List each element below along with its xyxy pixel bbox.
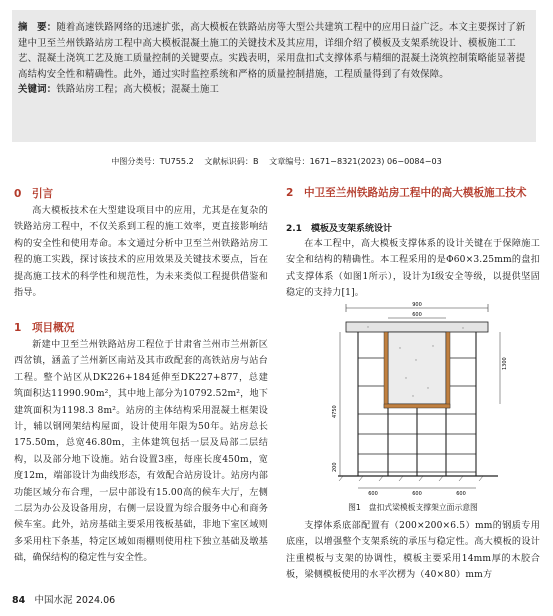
- abstract-box: [12, 10, 536, 142]
- article-meta: [0, 156, 553, 167]
- keywords: 铁路站房工程；高大模板；混凝土施工: [56, 84, 220, 96]
- floor-slab: [346, 322, 488, 332]
- document-code: 文献标识码：B: [204, 156, 259, 166]
- abstract-text: [18, 10, 530, 82]
- side-formwork-left: [384, 332, 388, 408]
- dim-bottom-2: 600: [412, 491, 422, 497]
- bottom-formwork: [384, 404, 450, 408]
- dim-top-overall: 900: [412, 302, 422, 308]
- dim-top-beam: 600: [412, 312, 422, 318]
- section-2-1-body-continued: [286, 518, 540, 584]
- abstract-label: 摘 要：: [18, 22, 57, 33]
- clc-number: 中图分类号：TU755.2: [111, 156, 194, 166]
- concrete-beam: [388, 332, 446, 404]
- section-2-1-paragraph-2: 支撑体系底部配置有（200×200×6.5）mm的钢质专用底座，以增强整个支架系统的承压与稳定性。高大模板的设计注重模板与支架的协调性，模板主要采用14mm厚的木胶合板，梁侧模板使用的水平次楞为（40×80）mm方: [286, 521, 540, 581]
- keywords-label: 关键词：: [18, 84, 57, 96]
- section-0-paragraph: 高大模板技术在大型建设项目中的应用，尤其是在复杂的铁路站房工程中，不仅关系到工程的施工效率，更直接影响结构的安全性和使用寿命。本文通过分析中卫至兰州铁路站房工程的施工实践，探讨该技术的应用效果及关键技术要点，旨在提高施工技术的科学性和规范性，为未来类似工程提供借鉴和指导。: [14, 206, 268, 299]
- dim-left-base: 200: [332, 462, 338, 472]
- page-number: 84: [12, 595, 26, 606]
- dim-right-height: 1300: [502, 357, 508, 370]
- journal-issue: 2024.06: [75, 595, 116, 606]
- section-1-heading: 1 项目概况: [14, 322, 75, 334]
- figure-1-caption: 图1 盘扣式梁模板支撑架立面示意图: [348, 503, 478, 512]
- side-formwork-right: [446, 332, 450, 408]
- section-1-paragraph: 新建中卫至兰州铁路站房工程位于甘肃省兰州市兰州新区西岔镇，涵盖了兰州新区南站及其市政配套的高铁站房与站台工程。整个站区从DK226+184延伸至DK227+877，总建筑面积达11990.90m²，其中地上部分为10792.52m²，地下建筑面积为1198.3 8m²。站房的主体结构采用混凝土框架设计，辅以钢网架结构屋面，设计使用年限为50年。站房总长175.50m，总宽46.80m，主体建筑包括一层及局部二层结构，以及部分地下设施。站台设置3座，每座长度450m，宽度12m，端部设计为曲线形态，有效配合站房设计。站房内部功能区域分布合理，一层中部设有15.00高的候车大厅，左侧二层为办公及设备用房，右侧一层设置为综合服务中心和商务候车室。此外，站房基础主要采用筏板基础，非地下室区域则多采用柱下条基，特定区域如雨棚则使用柱下独立基础及墩基础，确保结构的稳定性与安全性。: [14, 340, 268, 564]
- dim-bottom-1: 600: [368, 491, 378, 497]
- page-footer: [12, 592, 115, 606]
- keywords-line: [18, 82, 530, 98]
- journal-name: 中国水泥: [34, 595, 73, 606]
- abstract-body: 随着高速铁路网络的迅速扩张，高大模板在铁路站房等大型公共建筑工程中的应用日益广泛。本文主要探讨了新建中卫至兰州铁路站房工程中高大模板混凝土施工的关键技术及其应用，详细介绍了模板及支架系统设计、模板施工工艺、混凝土浇筑工艺及施工质量控制的关键要点。实践表明，采用盘扣式支撑体系与精细的混凝土浇筑控制策略能显著提高结构安全性和精确性。此外，通过实时监控系统和严格的质量控制措施，工程质量得到了有效保障。: [18, 22, 526, 80]
- section-1-body: [14, 337, 268, 567]
- section-0-heading: 0 引言: [14, 188, 54, 200]
- article-number: 文章编号：1671−8321(2023) 06−0084−03: [269, 156, 442, 166]
- figure-1-diagram: [288, 298, 540, 498]
- section-2-heading: 2 中卫至兰州铁路站房工程中的高大模板施工技术: [286, 187, 527, 199]
- section-2-1-body: [286, 236, 540, 302]
- dim-left-height: 4750: [332, 405, 338, 418]
- section-2-1-paragraph-1: 在本工程中，高大模板支撑体系的设计关键在于保障施工安全和结构的精确性。本工程采用的是Φ60×3.25mm的盘扣式支撑体系（如图1所示），设计为Ⅰ级安全等级，以提供坚固稳定的支持力[1]。: [286, 239, 540, 299]
- dim-bottom-3: 600: [456, 491, 466, 497]
- section-0-body: [14, 203, 268, 301]
- section-2-1-heading: 2.1 模板及支架系统设计: [286, 224, 392, 234]
